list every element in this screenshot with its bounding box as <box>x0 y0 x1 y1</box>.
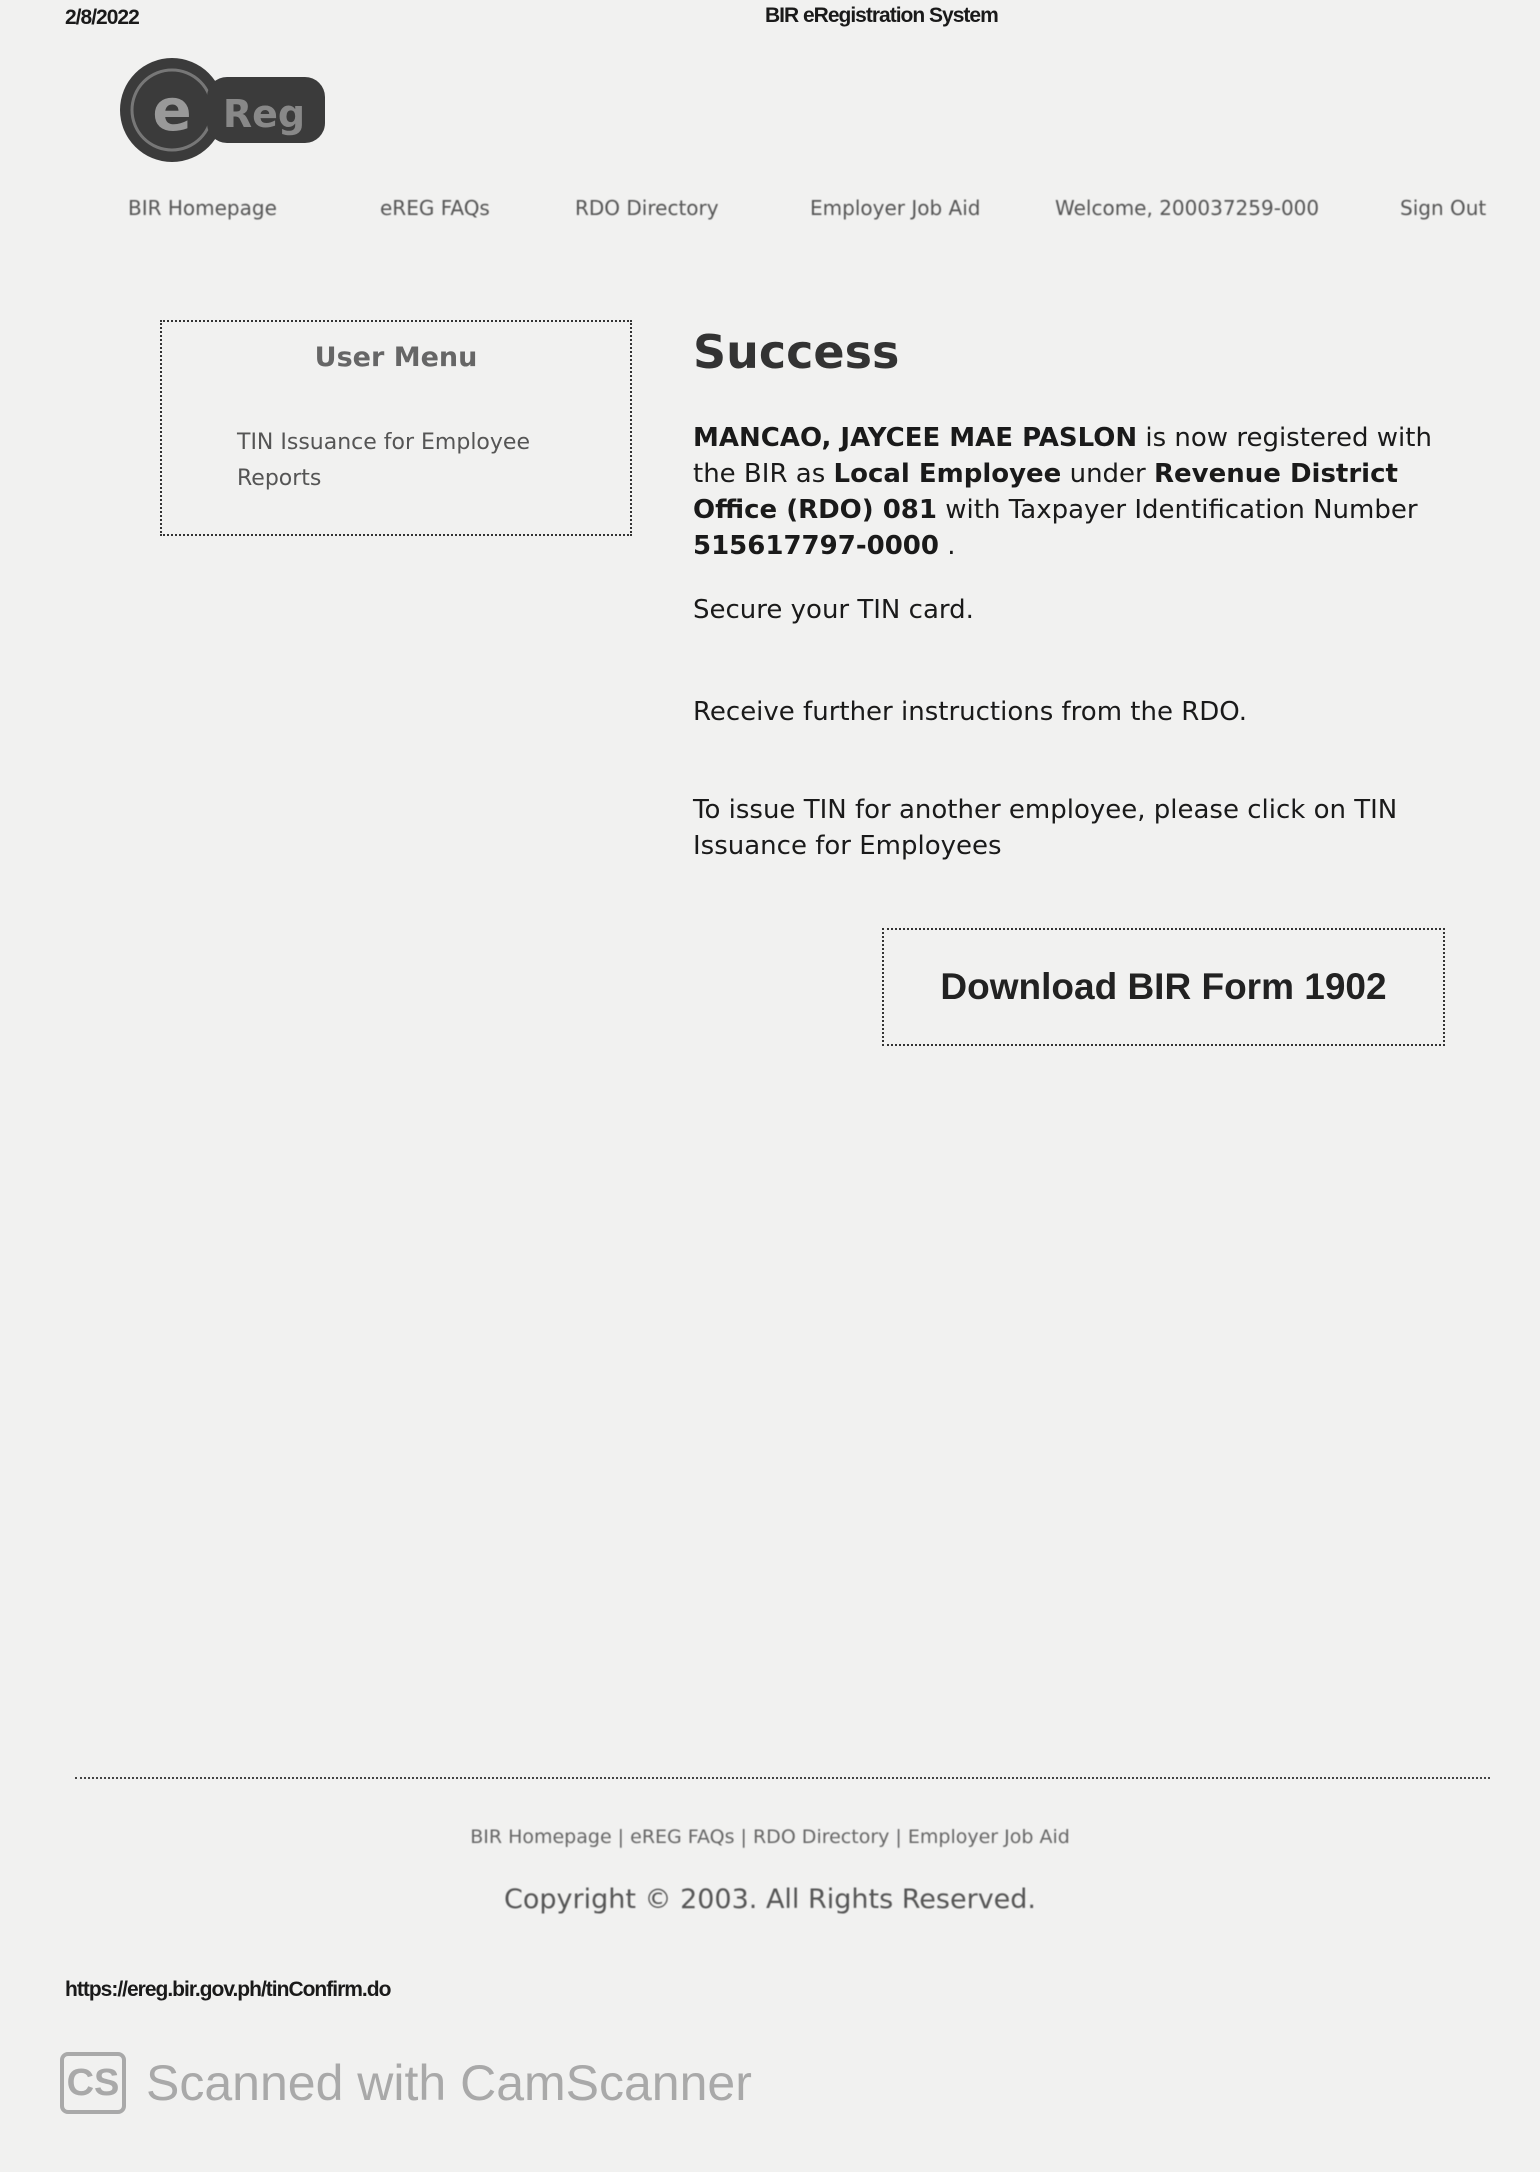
page-title: Success <box>693 325 900 379</box>
instruction-another-employee: To issue TIN for another employee, please click on TIN Issuance for Employees <box>693 795 1398 861</box>
footer-links: BIR Homepage | eREG FAQs | RDO Directory | Employer Job Aid <box>470 1826 1070 1848</box>
svg-text:Reg: Reg <box>222 92 306 136</box>
registration-type: Local Employee <box>833 459 1062 489</box>
svg-text:e: e <box>152 76 192 144</box>
print-url: https://ereg.bir.gov.ph/tinConfirm.do <box>65 1978 391 2001</box>
message-text: . <box>938 531 956 561</box>
instruction-tin-card: Secure your TIN card. <box>693 595 974 625</box>
camscanner-icon: CS <box>60 2052 126 2114</box>
nav-ereg-faqs[interactable]: eREG FAQs <box>380 196 490 220</box>
print-title: BIR eRegistration System <box>765 4 998 27</box>
footer-link-bir-homepage[interactable]: BIR Homepage <box>470 1826 612 1848</box>
watermark-text: Scanned with CamScanner <box>146 2055 752 2111</box>
tin-number: 515617797-0000 <box>693 531 939 561</box>
footer-link-employer-job-aid[interactable]: Employer Job Aid <box>907 1826 1070 1848</box>
message-text: with Taxpayer Identification Number <box>937 495 1418 525</box>
download-bir-form-1902-button[interactable]: Download BIR Form 1902 <box>882 928 1445 1046</box>
camscanner-watermark <box>60 2052 752 2114</box>
nav-bir-homepage[interactable]: BIR Homepage <box>128 196 277 220</box>
sign-out-link[interactable]: Sign Out <box>1400 196 1487 220</box>
registrant-name: MANCAO, JAYCEE MAE PASLON <box>693 423 1138 453</box>
message-text: under <box>1061 459 1155 489</box>
menu-item-tin-issuance[interactable]: TIN Issuance for Employee <box>237 430 530 455</box>
ereg-logo[interactable] <box>112 55 332 165</box>
registration-message <box>693 420 1453 564</box>
welcome-text: Welcome, 200037259-000 <box>1055 196 1320 220</box>
user-menu-title: User Menu <box>314 342 478 373</box>
nav-rdo-directory[interactable]: RDO Directory <box>575 196 719 220</box>
footer-link-ereg-faqs[interactable]: eREG FAQs <box>630 1826 735 1848</box>
nav-employer-job-aid[interactable]: Employer Job Aid <box>810 196 981 220</box>
rdo-code: Revenue District Office (RDO) 081 <box>693 459 1398 525</box>
copyright: Copyright © 2003. All Rights Reserved. <box>503 1884 1037 1915</box>
print-date: 2/8/2022 <box>65 6 139 29</box>
footer-divider <box>75 1777 1490 1779</box>
footer-link-rdo-directory[interactable]: RDO Directory <box>752 1826 890 1848</box>
instruction-rdo: Receive further instructions from the RDO. <box>693 697 1247 727</box>
message-text: is now registered with the BIR as <box>693 423 1432 489</box>
user-menu <box>160 320 632 536</box>
menu-item-reports[interactable]: Reports <box>237 466 322 491</box>
